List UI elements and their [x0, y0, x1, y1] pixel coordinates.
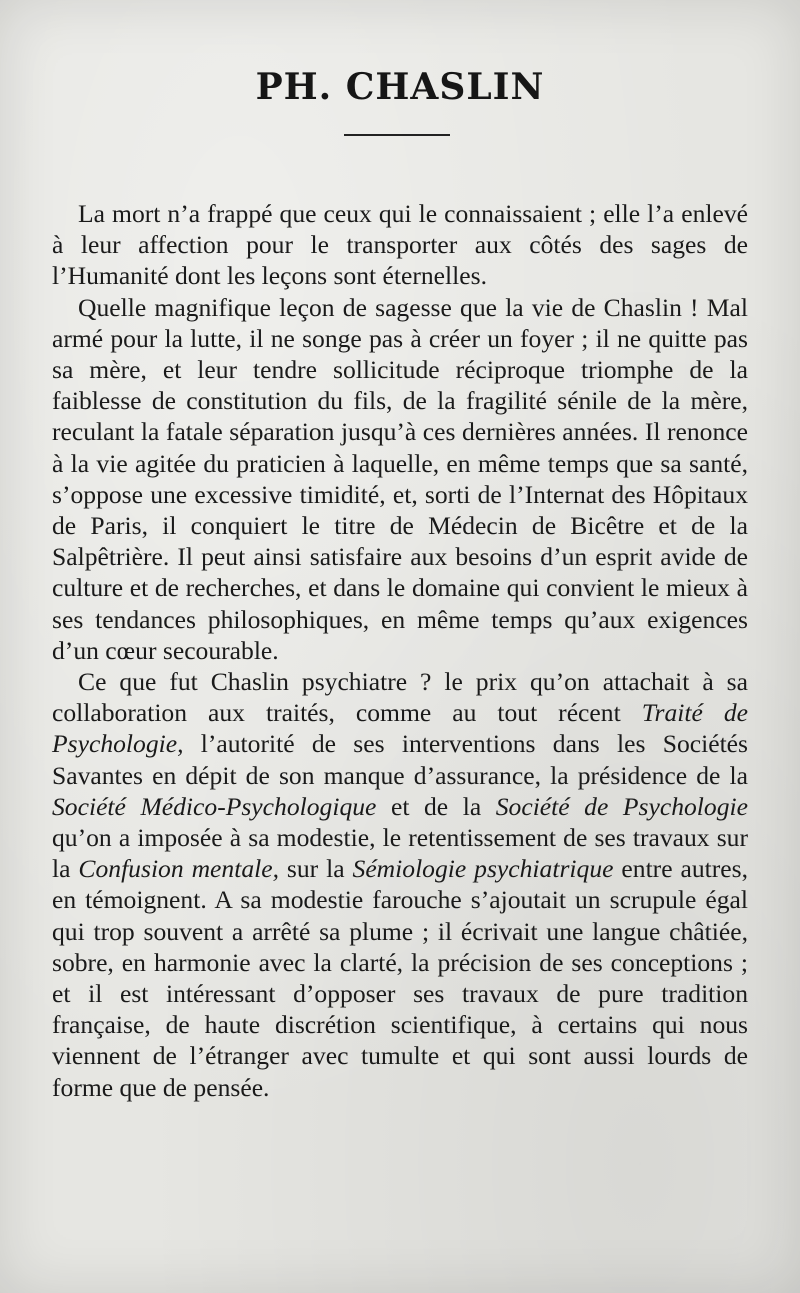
paragraph-3-text: sur la: [278, 854, 353, 884]
body-text: [52, 198, 748, 1103]
emphasis-societe-medico: Société Médico-Psychologique: [52, 791, 377, 821]
paragraph-3-text: l’autorité de ses interventions dans les Sociétés Savantes en dépit de son manque d’assurance, la présidence de la: [52, 729, 748, 790]
page-title: PH. CHASLIN: [255, 66, 545, 108]
paragraph-3-text: entre autres, en témoignent. A sa modestie farouche s’ajoutait un scrupule égal qui trop souvent a arrêté sa plume ; il écrivait une langue châtiée, sobre, en harmonie avec la clarté, la précision de ses conceptions ; et il est intéressant d’opposer ses travaux de pure tradition française, de haute discrétion scientifique, à certains qui nous viennent de l’étranger avec tumulte et qui sont aussi lourds de forme que de pensée.: [52, 854, 748, 1102]
emphasis-confusion: Confusion mentale,: [78, 854, 279, 884]
paragraph-1: La mort n’a frappé que ceux qui le connaissaient ; elle l’a enlevé à leur affection pour le transporter aux côtés des sages de l’Humanité dont les leçons sont éternelles.: [52, 199, 748, 291]
emphasis-societe-psychologie: Société de Psychologie: [495, 791, 748, 821]
paragraph-3-text: et de la: [376, 791, 496, 821]
paragraph-3: [52, 666, 748, 1103]
paragraph-2: Quelle magnifique leçon de sagesse que la vie de Chaslin ! Mal armé pour la lutte, il ne songe pas à créer un foyer ; il ne quitte pas sa mère, et leur tendre sollicitude réciproque triomphe de la faiblesse de constitution du fils, de la fragilité sénile de la mère, reculant la fatale séparation jusqu’à ces dernières années. Il renonce à la vie agitée du praticien à laquelle, en même temps que sa santé, s’oppose une excessive timidité, et, sorti de l’Internat des Hôpitaux de Paris, il conquiert le titre de Médecin de Bicêtre et de la Salpêtrière. Il peut ainsi satisfaire aux besoins d’un esprit avide de culture et de recherches, et dans le domaine qui convient le mieux à ses tendances philosophiques, en même temps qu’aux exigences d’un cœur secourable.: [52, 292, 748, 665]
title-rule: [344, 134, 450, 136]
paragraph-3-text: qu’on a imposée à sa modestie, le retentissement de ses travaux sur la: [52, 823, 748, 884]
emphasis-semiologie: Sémiologie psychiatrique: [352, 854, 614, 884]
paragraph-3-text: Ce que fut Chaslin psychiatre ? le prix qu’on attachait à sa collaboration aux traités, comme au tout récent: [52, 667, 748, 728]
emphasis-traite: Traité de Psychologie,: [52, 698, 748, 759]
